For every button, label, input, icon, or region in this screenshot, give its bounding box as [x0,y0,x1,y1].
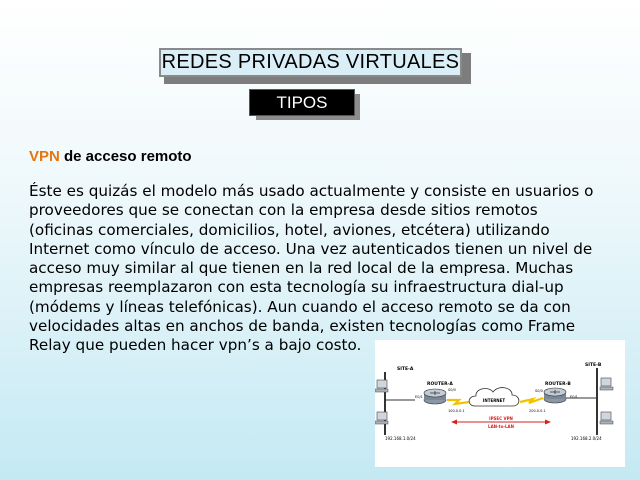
router-b-wan-ip: 200.0.0.1 [529,409,546,413]
router-b-icon [544,388,566,403]
workstation-icon [375,412,388,424]
workstation-icon [600,412,613,424]
site-b-network: 192.168.2.0/24 [571,436,602,441]
router-a-wan-iface: S0/0 [448,388,456,392]
paragraph-line: empresas reemplazaron con esta tecnología su infraestructura dial-up [29,278,564,297]
paragraph-line: Relay que pueden hacer vpn’s a bajo costo. [29,336,362,355]
router-a-lan-iface: E0/1 [415,395,423,399]
slide-subtitle [249,89,355,116]
wan-link-bolt-icon [447,400,469,404]
paragraph-line: (módems y líneas telefónicas). Aun cuando el acceso remoto se da con [29,297,571,316]
slide-title [159,48,462,77]
paragraph-line: (oficinas comerciales, domicilios, hotel, aviones, etcétera) utilizando [29,220,550,239]
router-b-wan-iface: S0/0 [535,389,543,393]
tunnel-label-1: IPSEC VPN [489,416,513,421]
site-a-network: 192.168.1.0/24 [385,436,416,441]
workstation-icon [375,380,388,392]
paragraph-line: acceso muy similar al que tienen en la red local de la empresa. Muchas [29,259,574,278]
body-paragraph [29,182,637,356]
router-b-lan-iface: E0/1 [570,395,578,399]
tunnel-label-2: LAN-to-LAN [488,424,514,429]
router-a-icon [424,389,446,404]
vpn-network-diagram [375,340,625,467]
wan-link-bolt-icon [520,398,543,403]
site-a-label: SITE-A [397,367,414,372]
paragraph-line: proveedores que se conectan con la empresa desde sitios remotos [29,201,538,220]
site-b-label: SITE-B [585,363,602,368]
router-b-label: ROUTER-B [545,382,571,387]
internet-cloud-icon [469,388,519,406]
heading-rest: de acceso remoto [59,148,192,165]
heading-accent: VPN [29,148,60,165]
slide-subtitle-text: TIPOS [276,92,328,112]
paragraph-line: Éste es quizás el modelo más usado actualmente y consiste en usuarios o [29,182,594,200]
workstation-icon [600,378,613,390]
paragraph-line: velocidades altas en anchos de banda, existen tecnologías como Frame [29,317,576,336]
section-heading [29,148,192,165]
slide-title-text: REDES PRIVADAS VIRTUALES [161,51,460,73]
internet-label: INTERNET [482,398,506,403]
router-a-wan-ip: 100.0.0.1 [448,409,465,413]
paragraph-line: Internet como vínculo de acceso. Una vez autenticados tienen un nivel de [29,239,593,258]
router-a-label: ROUTER-A [427,382,453,387]
